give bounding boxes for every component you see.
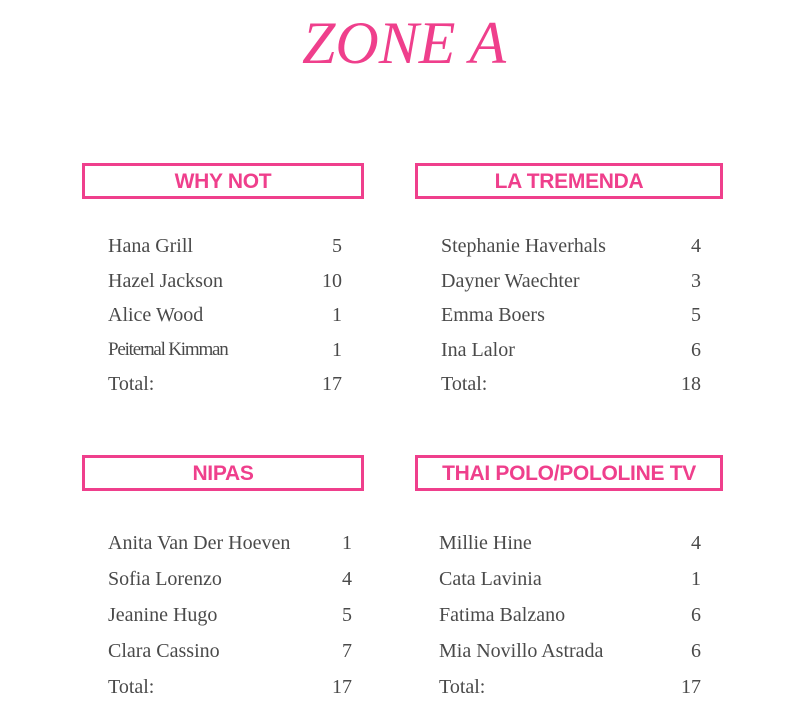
team-name: WHY NOT bbox=[82, 163, 364, 199]
zone-title: ZONE A bbox=[302, 10, 506, 76]
total-value: 18 bbox=[681, 373, 701, 395]
player-name: Clara Cassino bbox=[108, 640, 220, 662]
player-score: 5 bbox=[332, 235, 342, 257]
total-value: 17 bbox=[332, 676, 352, 698]
player-score: 1 bbox=[691, 568, 701, 590]
player-name: Ina Lalor bbox=[441, 338, 515, 361]
player-name: Alice Wood bbox=[108, 304, 204, 326]
player-name: Cata Lavinia bbox=[439, 568, 542, 590]
team-card-la-tremenda bbox=[415, 163, 735, 413]
player-name: Dayner Waechter bbox=[441, 269, 580, 292]
player-score: 7 bbox=[342, 640, 352, 662]
team-card-nipas bbox=[82, 455, 372, 710]
player-score: 6 bbox=[691, 338, 701, 361]
player-name: Hana Grill bbox=[108, 235, 193, 257]
player-score: 4 bbox=[342, 568, 352, 590]
team-name: THAI POLO/POLOLINE TV bbox=[415, 455, 723, 491]
player-score: 3 bbox=[691, 269, 701, 292]
player-name: Fatima Balzano bbox=[439, 604, 566, 626]
player-name: Mia Novillo Astrada bbox=[439, 640, 604, 662]
player-name: Hazel Jackson bbox=[108, 269, 223, 292]
total-value: 17 bbox=[681, 676, 701, 698]
player-score: 4 bbox=[691, 532, 701, 554]
total-value: 17 bbox=[322, 373, 342, 395]
team-card-thai-polo bbox=[415, 455, 735, 710]
total-label: Total: bbox=[439, 676, 486, 698]
team-name: NIPAS bbox=[82, 455, 364, 491]
player-name: Jeanine Hugo bbox=[108, 604, 218, 626]
player-score: 1 bbox=[332, 304, 342, 326]
total-label: Total: bbox=[108, 676, 155, 698]
player-name: Anita Van Der Hoeven bbox=[108, 532, 291, 554]
player-name: Millie Hine bbox=[439, 532, 532, 554]
player-score: 1 bbox=[332, 338, 342, 361]
player-score: 5 bbox=[691, 304, 701, 326]
total-label: Total: bbox=[108, 373, 155, 395]
player-name: Stephanie Haverhals bbox=[441, 235, 606, 257]
player-score: 10 bbox=[322, 269, 342, 292]
player-name: Peiternal Kimman bbox=[108, 338, 228, 360]
player-name: Sofia Lorenzo bbox=[108, 568, 222, 590]
player-score: 6 bbox=[691, 604, 701, 626]
player-score: 4 bbox=[691, 235, 701, 257]
player-score: 6 bbox=[691, 640, 701, 662]
player-score: 1 bbox=[342, 532, 352, 554]
team-name: LA TREMENDA bbox=[415, 163, 723, 199]
player-score: 5 bbox=[342, 604, 352, 626]
player-name: Emma Boers bbox=[441, 304, 545, 326]
total-label: Total: bbox=[441, 373, 488, 395]
team-card-why-not bbox=[82, 163, 372, 413]
